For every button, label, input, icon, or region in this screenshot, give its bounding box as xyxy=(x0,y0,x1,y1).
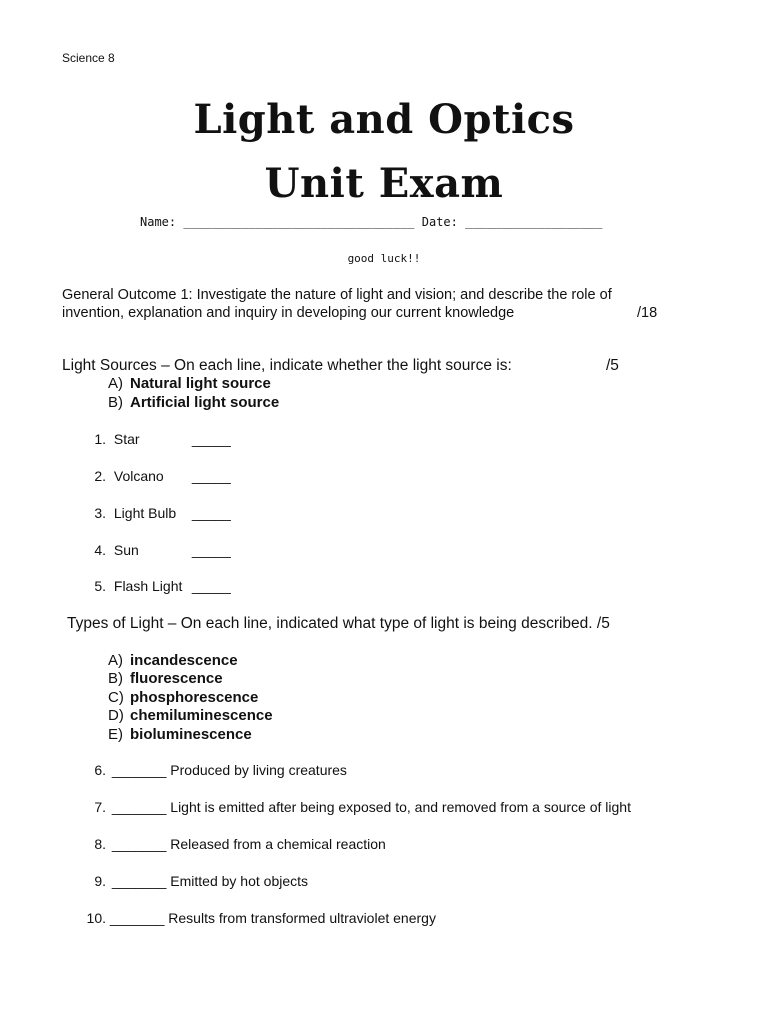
question-label: Star xyxy=(113,431,140,447)
question-text: _______ Emitted by hot objects xyxy=(111,873,309,889)
answer-blank[interactable]: _____ xyxy=(191,468,231,484)
option-letter: D) xyxy=(108,707,124,724)
outcome-score: /18 xyxy=(637,305,658,321)
light-sources-heading: Light Sources – On each line, indicate whether the light source is: xyxy=(62,357,512,374)
good-luck-text: good luck!! xyxy=(347,252,421,265)
option-letter: E) xyxy=(108,726,123,743)
question-1 xyxy=(84,431,231,447)
question-label: Light Bulb xyxy=(113,505,177,521)
name-date-row: Name: ________________________________ Date: ___________________ xyxy=(140,215,603,229)
option-a-natural xyxy=(108,375,271,392)
option-letter: A) xyxy=(108,652,123,669)
outcome-line2: invention, explanation and inquiry in developing our current knowledge xyxy=(62,305,515,321)
question-number: 7. xyxy=(94,799,106,815)
question-number: 3. xyxy=(94,505,106,521)
question-number: 5. xyxy=(94,578,106,594)
types-of-light-heading: Types of Light – On each line, indicated what type of light is being described. /5 xyxy=(67,615,610,632)
question-text: _______ Produced by living creatures xyxy=(111,762,347,778)
option-text: incandescence xyxy=(130,652,238,669)
question-text: _______ Results from transformed ultraviolet energy xyxy=(109,910,436,926)
question-text: _______ Light is emitted after being exposed to, and removed from a source of light xyxy=(111,799,631,815)
question-number: 2. xyxy=(94,468,106,484)
option-letter: A) xyxy=(108,375,123,392)
question-label: Flash Light xyxy=(113,578,183,594)
question-3 xyxy=(84,505,231,521)
question-label: Volcano xyxy=(113,468,164,484)
option-text: Natural light source xyxy=(130,375,271,392)
question-9 xyxy=(84,873,308,889)
option-b-artificial xyxy=(108,394,279,411)
question-number: 4. xyxy=(94,542,106,558)
option-text: chemiluminescence xyxy=(130,707,273,724)
course-label: Science 8 xyxy=(62,51,115,65)
option-a-incandescence xyxy=(108,652,238,669)
answer-blank[interactable]: _____ xyxy=(191,431,231,447)
option-letter: B) xyxy=(108,670,123,687)
question-4 xyxy=(84,542,231,558)
light-sources-score: /5 xyxy=(606,357,619,374)
question-number: 9. xyxy=(94,873,106,889)
option-c-phosphorescence xyxy=(108,689,258,706)
option-letter: C) xyxy=(108,689,124,706)
answer-blank[interactable]: _____ xyxy=(191,578,231,594)
question-2 xyxy=(84,468,231,484)
question-number: 6. xyxy=(94,762,106,778)
question-number: 10. xyxy=(86,910,106,926)
option-letter: B) xyxy=(108,394,123,411)
answer-blank[interactable]: _____ xyxy=(191,505,231,521)
question-6 xyxy=(84,762,347,778)
exam-title-line1: Light and Optics xyxy=(193,96,575,143)
option-text: phosphorescence xyxy=(130,689,259,706)
question-10 xyxy=(84,910,436,926)
question-text: _______ Released from a chemical reaction xyxy=(111,836,386,852)
question-label: Sun xyxy=(113,542,139,558)
option-text: Artificial light source xyxy=(130,394,280,411)
option-e-bioluminescence xyxy=(108,726,252,743)
outcome-line1: General Outcome 1: Investigate the nature of light and vision; and describe the role of xyxy=(62,287,612,303)
question-8 xyxy=(84,836,386,852)
general-outcome xyxy=(62,286,658,322)
option-d-chemiluminescence xyxy=(108,707,273,724)
option-text: fluorescence xyxy=(130,670,223,687)
question-7 xyxy=(84,799,631,815)
exam-title-line2: Unit Exam xyxy=(264,160,504,207)
option-text: bioluminescence xyxy=(130,726,252,743)
question-number: 8. xyxy=(94,836,106,852)
option-b-fluorescence xyxy=(108,670,223,687)
question-5 xyxy=(84,578,231,594)
answer-blank[interactable]: _____ xyxy=(191,542,231,558)
question-number: 1. xyxy=(94,431,106,447)
